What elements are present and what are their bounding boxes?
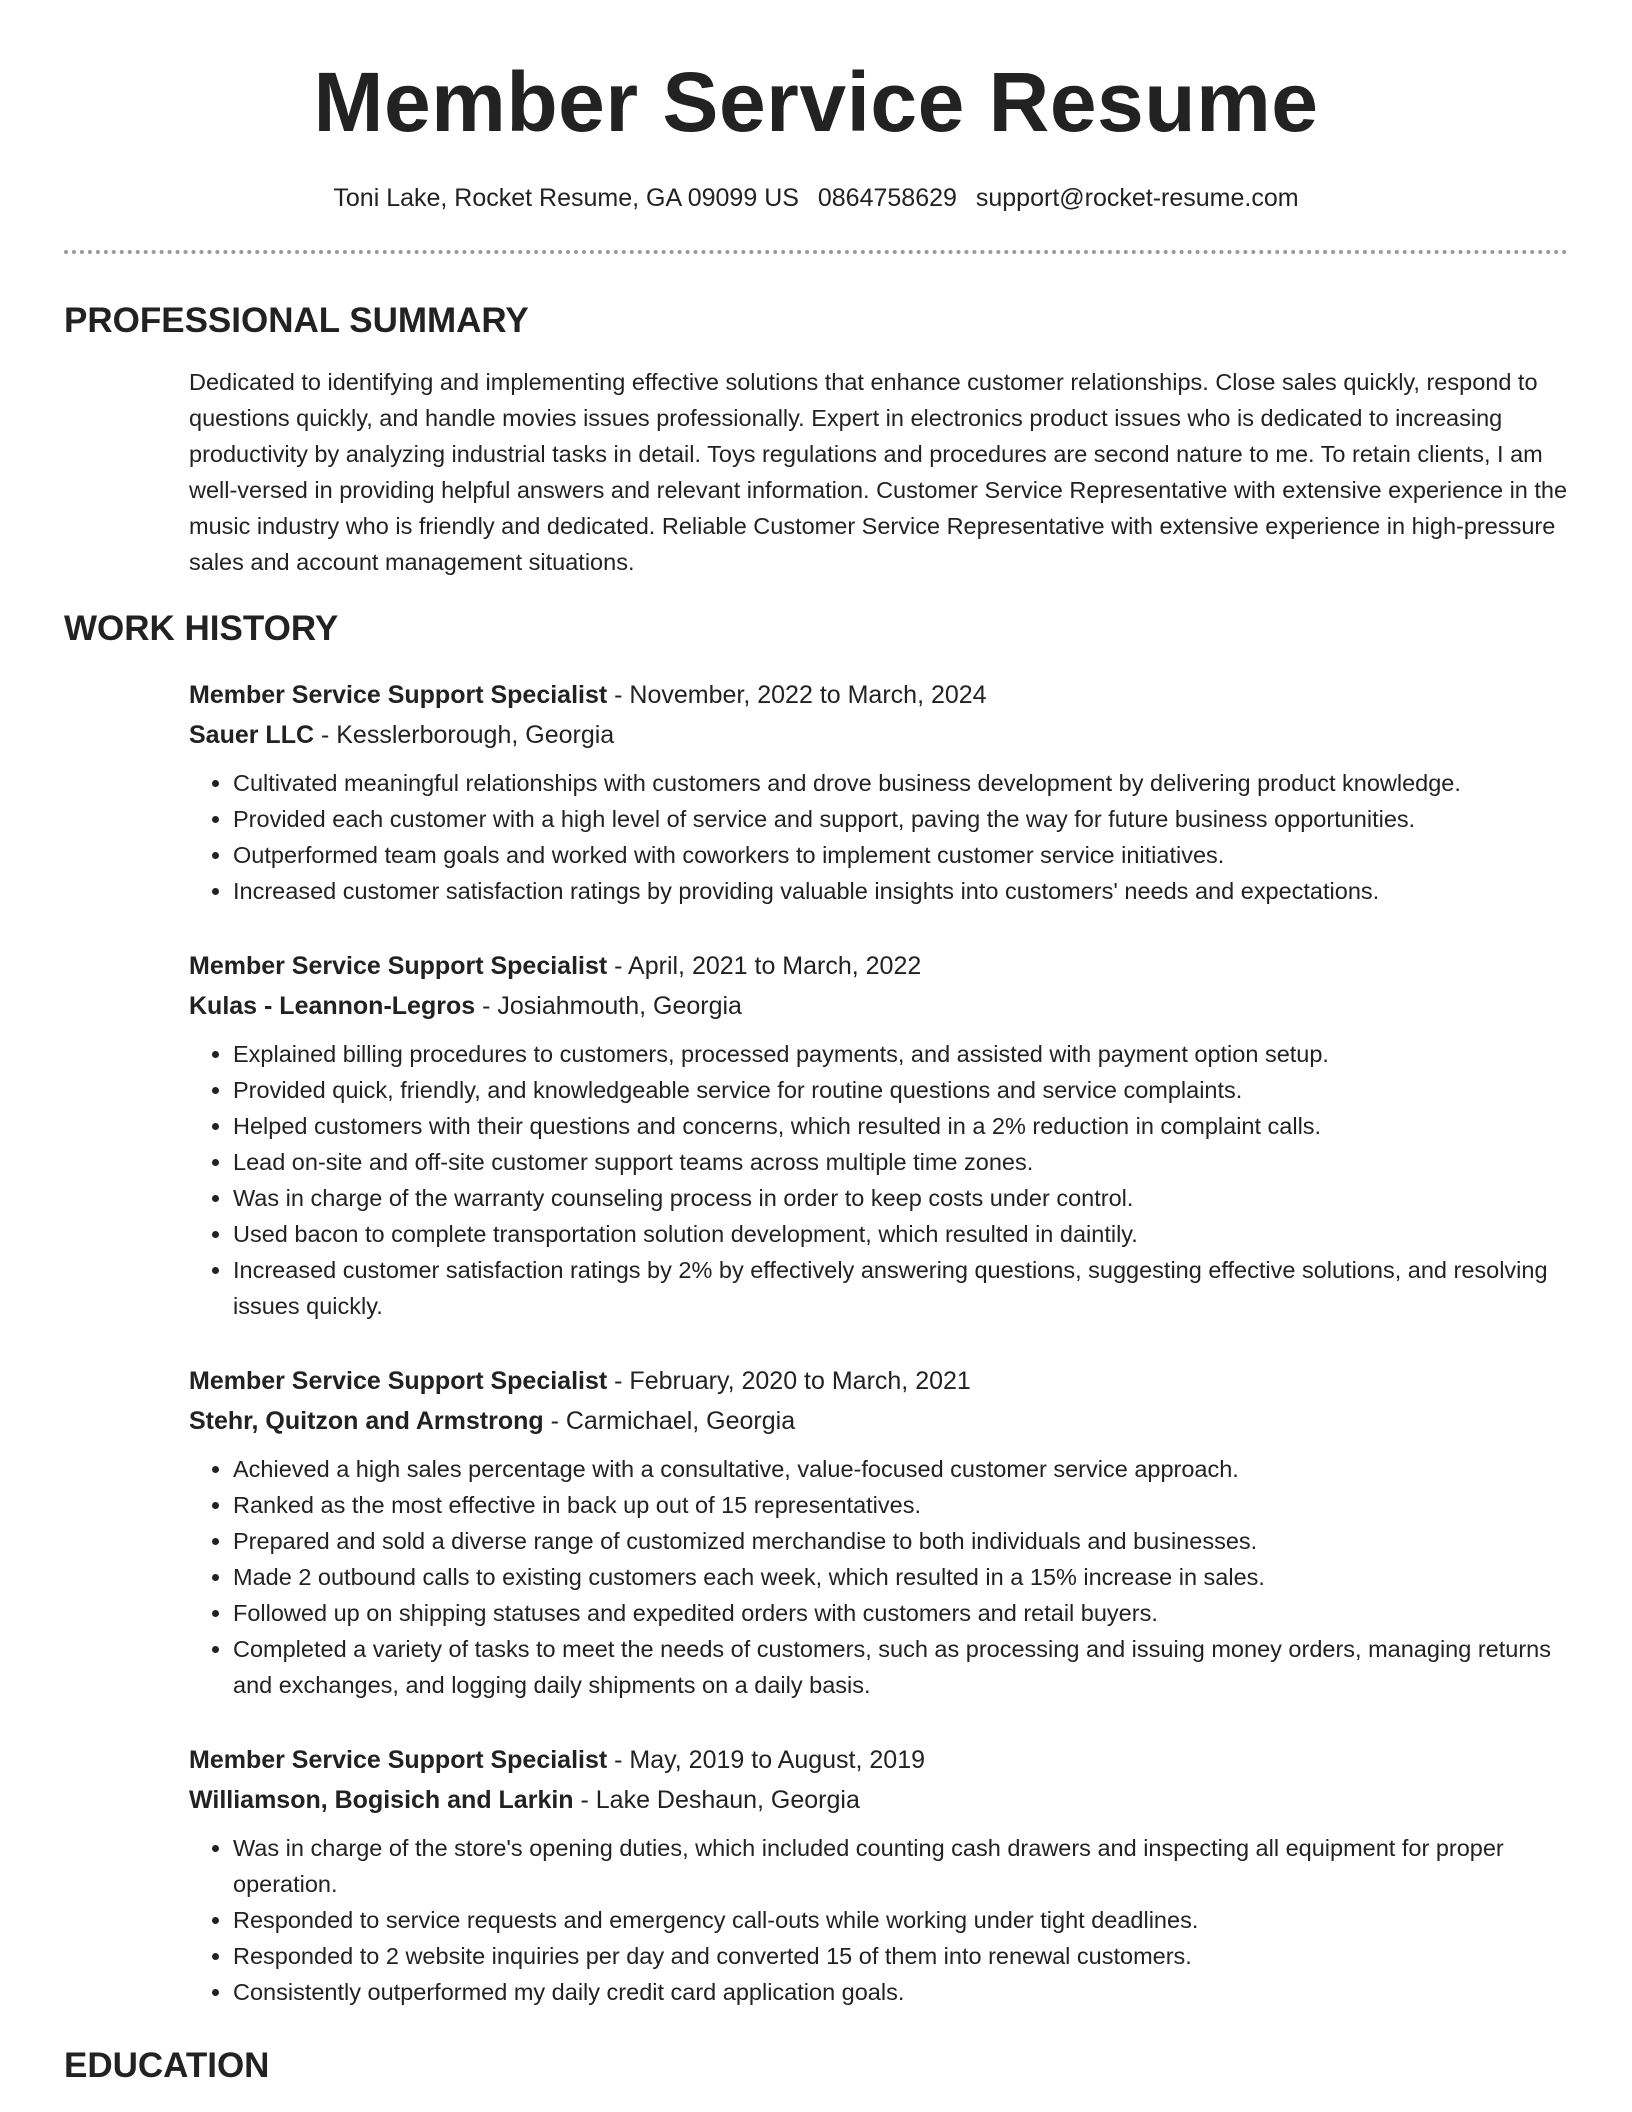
job-bullet: • Lead on-site and off-site customer support teams across multiple time zones. bbox=[233, 1144, 1574, 1180]
job-company: Kulas - Leannon-Legros bbox=[189, 992, 476, 1020]
job-bullet: • Provided quick, friendly, and knowledgeable service for routine questions and service complaints. bbox=[233, 1072, 1574, 1108]
job-bullet: • Followed up on shipping statuses and expedited orders with customers and retail buyers. bbox=[233, 1595, 1574, 1631]
job-dates: - April, 2021 to March, 2022 bbox=[607, 952, 922, 980]
job-location: - Josiahmouth, Georgia bbox=[475, 992, 742, 1020]
job-title: Member Service Support Specialist bbox=[189, 1746, 608, 1774]
job-dates: - May, 2019 to August, 2019 bbox=[607, 1746, 926, 1774]
summary-text: Dedicated to identifying and implementing effective solutions that enhance customer relationships. Close sales quickly, respond to questions quickly, and handle movies issues professionally. Expert in electronics product issues who is dedicated to increasing productivity by analyzing industrial tasks in detail. Toys regulations and procedures are second nature to me. To retain clients, I am well-versed in providing helpful answers and relevant information. Customer Service Representative with extensive experience in the music industry who is friendly and dedicated. Reliable Customer Service Representative with extensive experience in high-pressure sales and account management situations. bbox=[189, 369, 1568, 575]
job-title-line bbox=[189, 1361, 1574, 1401]
job-bullet: • Achieved a high sales percentage with a consultative, value-focused customer service approach. bbox=[233, 1451, 1574, 1487]
job-location: - Kesslerborough, Georgia bbox=[314, 721, 615, 749]
job-company: Sauer LLC bbox=[189, 721, 315, 749]
job-bullet: • Explained billing procedures to customers, processed payments, and assisted with payment option setup. bbox=[233, 1036, 1574, 1072]
job-bullet: • Completed a variety of tasks to meet the needs of customers, such as processing and issuing money orders, managing returns and exchanges, and logging daily shipments on a daily basis. bbox=[233, 1631, 1574, 1703]
contact-line bbox=[64, 183, 1568, 213]
job-entry bbox=[189, 946, 1574, 1324]
job-bullet: • Was in charge of the store's opening duties, which included counting cash drawers and inspecting all equipment for proper operation. bbox=[233, 1830, 1574, 1902]
header-divider bbox=[64, 250, 1568, 254]
job-company-line bbox=[189, 986, 1574, 1026]
summary-heading: PROFESSIONAL SUMMARY bbox=[64, 301, 529, 340]
job-dates: - February, 2020 to March, 2021 bbox=[607, 1367, 971, 1395]
job-company-line bbox=[189, 715, 1574, 755]
job-bullet: • Increased customer satisfaction ratings by 2% by effectively answering questions, suggesting effective solutions, and resolving issues quickly. bbox=[233, 1252, 1574, 1324]
job-company: Williamson, Bogisich and Larkin bbox=[189, 1786, 574, 1814]
job-location: - Carmichael, Georgia bbox=[543, 1407, 796, 1435]
job-title-line bbox=[189, 946, 1574, 986]
job-company: Stehr, Quitzon and Armstrong bbox=[189, 1407, 544, 1435]
contact-address: Toni Lake, Rocket Resume, GA 09099 US bbox=[333, 184, 799, 212]
job-bullet: • Used bacon to complete transportation solution development, which resulted in daintily. bbox=[233, 1216, 1574, 1252]
work-history-heading: WORK HISTORY bbox=[64, 609, 339, 648]
job-company-line bbox=[189, 1401, 1574, 1441]
contact-email: support@rocket-resume.com bbox=[975, 184, 1299, 212]
job-entry bbox=[189, 1361, 1574, 1703]
job-bullets bbox=[189, 1451, 1574, 1703]
contact-phone: 0864758629 bbox=[817, 184, 957, 212]
job-dates: - November, 2022 to March, 2024 bbox=[607, 681, 987, 709]
job-bullet: • Cultivated meaningful relationships with customers and drove business development by delivering product knowledge. bbox=[233, 765, 1574, 801]
job-entry bbox=[189, 675, 1574, 909]
job-bullet: • Outperformed team goals and worked with coworkers to implement customer service initiatives. bbox=[233, 837, 1574, 873]
job-bullet: • Increased customer satisfaction ratings by providing valuable insights into customers' needs and expectations. bbox=[233, 873, 1574, 909]
job-bullets bbox=[189, 1830, 1574, 2010]
job-bullet: • Prepared and sold a diverse range of customized merchandise to both individuals and businesses. bbox=[233, 1523, 1574, 1559]
job-bullet: • Responded to 2 website inquiries per day and converted 15 of them into renewal customers. bbox=[233, 1938, 1574, 1974]
job-bullets bbox=[189, 765, 1574, 909]
job-title: Member Service Support Specialist bbox=[189, 681, 608, 709]
job-bullet: • Made 2 outbound calls to existing customers each week, which resulted in a 15% increase in sales. bbox=[233, 1559, 1574, 1595]
job-bullet: • Consistently outperformed my daily credit card application goals. bbox=[233, 1974, 1574, 2010]
job-bullet: • Ranked as the most effective in back up out of 15 representatives. bbox=[233, 1487, 1574, 1523]
job-title-line bbox=[189, 1740, 1574, 1780]
job-title: Member Service Support Specialist bbox=[189, 1367, 608, 1395]
job-company-line bbox=[189, 1780, 1574, 1820]
education-heading: EDUCATION bbox=[64, 2046, 270, 2085]
job-entry bbox=[189, 1740, 1574, 2010]
job-location: - Lake Deshaun, Georgia bbox=[573, 1786, 860, 1814]
job-title: Member Service Support Specialist bbox=[189, 952, 608, 980]
job-bullet: • Responded to service requests and emergency call-outs while working under tight deadlines. bbox=[233, 1902, 1574, 1938]
page-title: Member Service Resume bbox=[313, 55, 1319, 149]
job-bullet: • Helped customers with their questions and concerns, which resulted in a 2% reduction in complaint calls. bbox=[233, 1108, 1574, 1144]
job-bullet: • Was in charge of the warranty counseling process in order to keep costs under control. bbox=[233, 1180, 1574, 1216]
job-title-line bbox=[189, 675, 1574, 715]
job-bullet: • Provided each customer with a high level of service and support, paving the way for future business opportunities. bbox=[233, 801, 1574, 837]
job-bullets bbox=[189, 1036, 1574, 1324]
